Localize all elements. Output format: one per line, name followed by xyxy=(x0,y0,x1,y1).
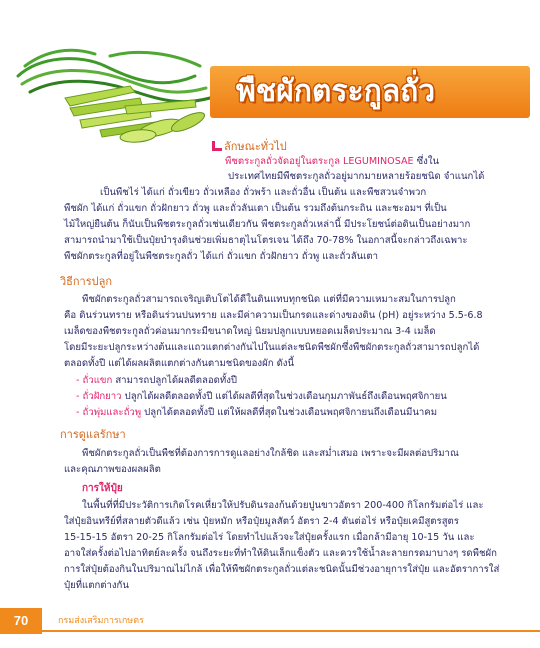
bullet-term: ถั่วแขก xyxy=(82,375,113,386)
page-title: พืชผักตระกูลถั่ว xyxy=(236,74,436,109)
paragraph-line: เป็นพืชไร่ ได้แก่ ถั่วเขียว ถั่วเหลือง ถั่วพร้า และถั่วอื่น เป็นต้น และพืชสวนจำพวก xyxy=(100,187,427,198)
list-item: - ถั่วแขก สามารถปลูกได้ผลดีตลอดทั้งปี xyxy=(76,375,238,386)
heading-marker-icon xyxy=(212,141,222,151)
heading-text: วิธีการปลูก xyxy=(60,275,113,288)
paragraph-line: ตลอดทั้งปี แต่ได้ผลผลิตแตกต่างกันตามชนิดของผัก ดังนี้ xyxy=(64,358,295,369)
heading-text: การดูแลรักษา xyxy=(60,428,126,441)
paragraph-line: พืชผัก ได้แก่ ถั่วแขก ถั่วฝักยาว ถั่วพู และถั่วลันเตา เป็นต้น รวมถึงต้นกระถิน และชะอมฯ ที่เป็น xyxy=(64,203,447,214)
footer-divider xyxy=(42,630,540,632)
paragraph-line: คือ ดินร่วนทราย หรือดินร่วนปนทราย และมีค่าความเป็นกรดและด่างของดิน (pH) อยู่ระหว่าง 5.5-6.8 xyxy=(64,310,483,321)
bullet-text: สามารถปลูกได้ผลดีตลอดทั้งปี xyxy=(115,375,238,386)
lead-text: พืชตระกูลถั่วจัดอยู่ในตระกูล LEGUMINOSAE xyxy=(225,156,414,167)
paragraph-line: พืชผักตระกูลที่อยู่ในพืชตระกูลถั่ว ได้แก่ ถั่วแขก ถั่วฝักยาว ถั่วพู และถั่วลันเตา xyxy=(64,251,379,262)
paragraph-line: พืชผักตระกูลถั่วเป็นพืชที่ต้องการการดูแลอย่างใกล้ชิด และสม่ำเสมอ เพราะจะมีผลต่อปริมาณ xyxy=(82,448,459,459)
paragraph-line: ใส่ปุ๋ยอินทรีย์ที่สลายตัวดีแล้ว เช่น ปุ๋ยหมัก หรือปุ๋ยมูลสัตว์ อัตรา 2-4 ตันต่อไร่ หรือปุ๋ยเคมีสูตรสูตร xyxy=(64,516,459,527)
paragraph-line xyxy=(225,155,439,168)
paragraph-line: โดยมีระยะปลูกระหว่างต้นและแถวแตกต่างกันไปในแต่ละชนิดพืชผักซึ่งพืชผักตระกูลถั่วสามารถปลูกได้ xyxy=(64,342,480,353)
bullet-text: ปลูกได้ผลดีตลอดทั้งปี แต่ได้ผลดีที่สุดในช่วงเดือนกุมภาพันธ์ถึงเดือนพฤศจิกายน xyxy=(124,391,447,402)
subheading-fertilizer: การให้ปุ๋ย xyxy=(82,483,123,494)
title-banner xyxy=(210,66,530,118)
list-item: - ถั่วฝักยาว ปลูกได้ผลดีตลอดทั้งปี แต่ได้ผลดีที่สุดในช่วงเดือนกุมภาพันธ์ถึงเดือนพฤศจิกายน xyxy=(76,391,447,402)
paragraph-line: อาจใส่ครั้งต่อไปอาทิตย์ละครั้ง จนถึงระยะที่ทำให้ดินเล็กแข็งตัว และควรใช้น้ำละลายกรดมาบางๆ รดพืชผัก xyxy=(64,548,497,559)
paragraph-line: ไม้ใหญ่ยืนต้น ก็นับเป็นพืชตระกูลถั่วเช่นเดียวกัน พืชตระกูลถั่วเหล่านี้ มีประโยชน์ต่อดินเป็นอย่างมาก xyxy=(64,219,471,230)
bullet-text: ปลูกได้ตลอดทั้งปี แต่ให้ผลดีที่สุดในช่วงเดือนพฤศจิกายนถึงเดือนมีนาคม xyxy=(144,407,438,418)
paragraph-line: ปุ๋ยที่แตกต่างกัน xyxy=(64,580,129,591)
section-heading-planting xyxy=(60,275,112,288)
section-heading-care xyxy=(60,428,126,441)
paragraph-line: และคุณภาพของผลผลิต xyxy=(64,464,161,475)
page-footer xyxy=(0,608,540,634)
paragraph-line: การใส่ปุ๋ยต้องกินในปริมาณไม่ไกล้ เพื่อให้พืชผักตระกูลถั่วแต่ละชนิดนั้นมีช่วงอายุการใส่ปุ๋ย และอัตราการใส่ xyxy=(64,564,500,575)
bullet-term: ถั่วพุ่มและถั่วพู xyxy=(82,407,142,418)
footer-publisher: กรมส่งเสริมการเกษตร xyxy=(58,616,144,626)
paragraph-line: ประเทศไทยมีพืชตระกูลถั่วอยู่มากมายหลายร้อยชนิด จำแนกได้ xyxy=(228,171,485,182)
list-item: - ถั่วพุ่มและถั่วพู ปลูกได้ตลอดทั้งปี แต่ให้ผลดีที่สุดในช่วงเดือนพฤศจิกายนถึงเดือนมีนาคม xyxy=(76,407,438,418)
section-heading-general xyxy=(212,140,287,153)
paragraph-line: สามารถนำมาใช้เป็นปุ๋ยบำรุงดินช่วยเพิ่มธาตุไนโตรเจน ได้ถึง 70-78% ในอกาสนี้จะกล่าวถึงเฉพาะ xyxy=(64,235,468,246)
paragraph-line: ในพื้นที่ที่มีประวัติการเกิดโรคเหี่ยวให้ปรับดินรองก้นด้วยปูนขาวอัตรา 200-400 กิโลกรัมต่อไร่ และ xyxy=(82,500,484,511)
paragraph-line: เมล็ดของพืชตระกูลถั่วค่อนมากระมีขนาดใหญ่ นิยมปลูกแบบหยอดเมล็ดประมาณ 3-4 เมล็ด xyxy=(64,326,436,337)
line-text: ซึ่งใน xyxy=(416,156,440,167)
page-number: 70 xyxy=(0,608,42,634)
beans-illustration xyxy=(10,36,215,146)
paragraph-line: 15-15-15 อัตรา 20-25 กิโลกรัมต่อไร่ โดยทำไปแล้วจะใส่ปุ๋ยครั้งแรก เมื่อกล้ามีอายุ 10-15 วัน และ xyxy=(64,532,475,543)
heading-text: ลักษณะทั่วไป xyxy=(224,140,287,153)
bullet-term: ถั่วฝักยาว xyxy=(82,391,122,402)
paragraph-line: พืชผักตระกูลถั่วสามารถเจริญเติบโตได้ดีในดินแทบทุกชนิด แต่ที่มีความเหมาะสมในการปลูก xyxy=(82,294,456,305)
